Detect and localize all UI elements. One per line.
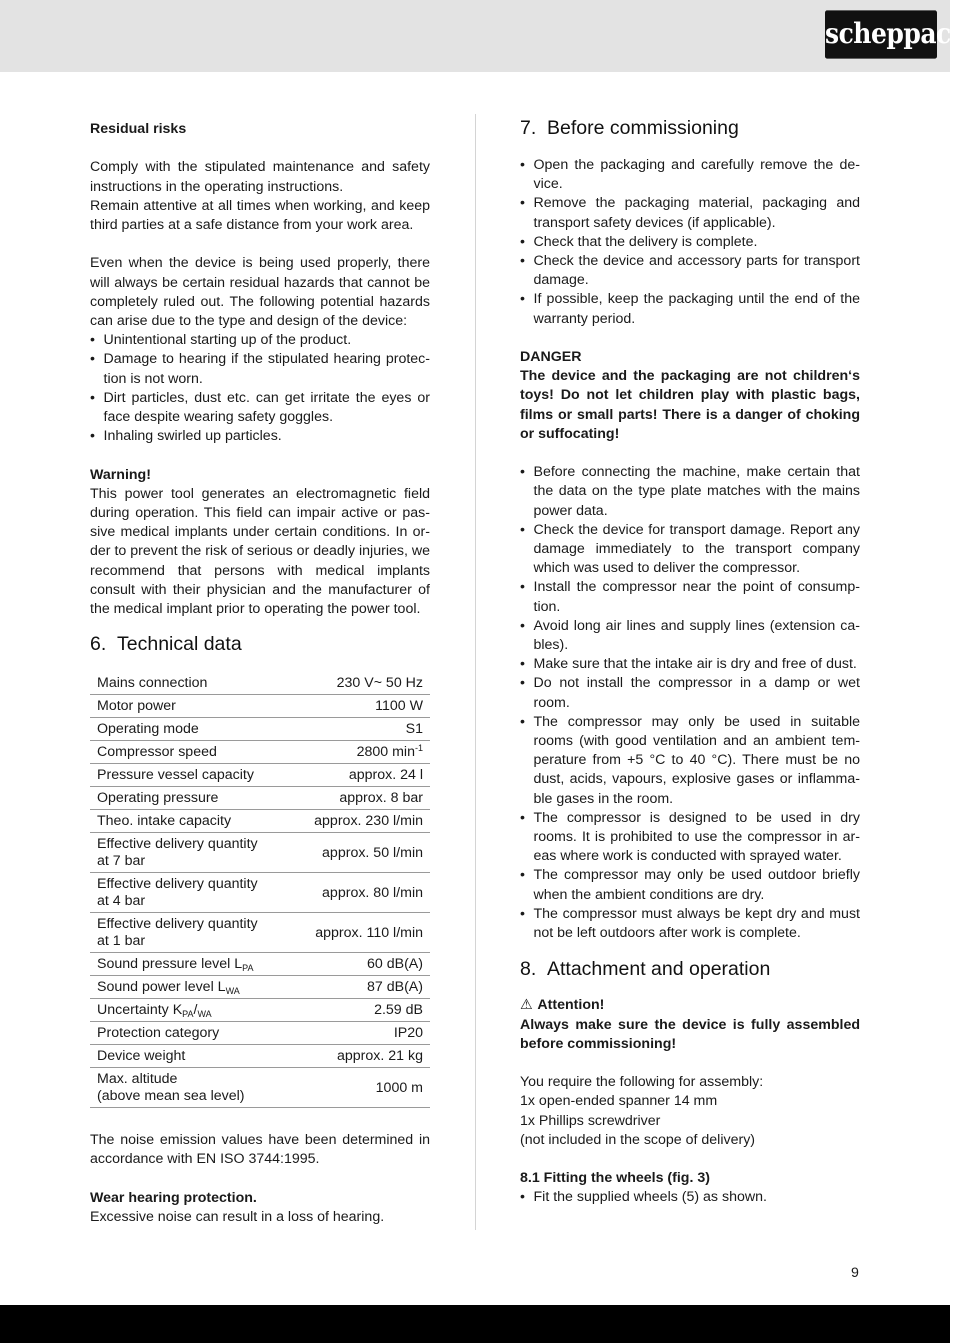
spec-label: Operating pressure — [90, 787, 290, 810]
table-row — [90, 953, 430, 976]
commissioning-steps-list — [520, 156, 860, 329]
residual-risks-heading: Residual risks — [90, 121, 187, 137]
list-item: • Dirt particles, dust etc. can get irritate the eyes or face despite wearing safety goggles. — [90, 389, 430, 427]
spec-label: Motor power — [90, 695, 290, 718]
label-slash: / — [193, 1002, 198, 1019]
list-item: • Check that the delivery is complete. — [520, 233, 860, 252]
list-item: • Do not install the compressor in a damp or wet room. — [520, 674, 860, 712]
table-row — [90, 672, 430, 695]
wheels-instructions-list — [520, 1188, 860, 1207]
spec-label — [90, 953, 290, 976]
spec-label — [90, 1068, 290, 1108]
spec-value: 60 dB(A) — [290, 953, 430, 976]
section-6-heading — [90, 632, 430, 656]
assembly-requirement-note: (not included in the scope of delivery) — [520, 1131, 756, 1148]
table-row — [90, 833, 430, 873]
table-row — [90, 695, 430, 718]
section-number: 8. — [520, 958, 537, 981]
table-row — [90, 1045, 430, 1068]
list-item: • Avoid long air lines and supply lines (extension ca-bles). — [520, 617, 860, 655]
residual-paragraph-3: Even when the device is being used properly, there will always be certain residual hazards that cannot be completely ruled out. The following potential hazards can arise due to the type and design of the device: — [90, 255, 430, 329]
attention-text: Always make sure the device is fully assembled before commissioning! — [520, 1016, 860, 1052]
section-8-heading — [520, 957, 860, 981]
section-title: Technical data — [117, 633, 242, 656]
table-row — [90, 718, 430, 741]
danger-text: The device and the packaging are not children‘s toys! Do not let children play with plastic bags, films or small parts! There is a danger of choking or suffocating! — [520, 368, 860, 442]
assembly-requirements-intro: You require the following for assembly: — [520, 1074, 764, 1091]
table-row — [90, 810, 430, 833]
list-item: • The compressor may only be used in suitable rooms (with good ventilation and an ambient tem-perature from +5 °C to 40 °C). There must be no dust, acids, vapours, explosive gases or inflamma-ble gases in the room. — [520, 713, 860, 809]
spec-value: IP20 — [290, 1022, 430, 1045]
list-item: • Make sure that the intake air is dry and free of dust. — [520, 655, 860, 674]
section-7-heading — [520, 116, 860, 140]
spec-value: approx. 21 kg — [290, 1045, 430, 1068]
table-row — [90, 764, 430, 787]
table-row — [90, 976, 430, 999]
label-text: Sound pressure level L — [97, 956, 243, 973]
spec-label — [90, 999, 290, 1022]
hazard-list — [90, 331, 430, 446]
value-text: 2800 min — [356, 744, 415, 761]
list-item: • The compressor must always be kept dry and must not be left outdoors after work is complete. — [520, 905, 860, 943]
spec-label — [90, 873, 290, 913]
spec-label: Compressor speed — [90, 741, 290, 764]
label-text: Uncertainty K — [97, 1002, 183, 1019]
label-line: Effective delivery quantity — [97, 836, 258, 853]
list-item: • Inhaling swirled up particles. — [90, 427, 430, 446]
table-row — [90, 741, 430, 764]
danger-heading: DANGER — [520, 349, 582, 366]
list-item: • The compressor is designed to be used in dry rooms. It is prohibited to use the compressor in ar-eas where work is conducted with sprayed water. — [520, 809, 860, 867]
left-column — [90, 119, 430, 1227]
section-title: Before commissioning — [547, 117, 739, 139]
spec-label — [90, 833, 290, 873]
list-item: • Check the device and accessory parts for transport damage. — [520, 252, 860, 290]
spec-value: approx. 230 l/min — [290, 810, 430, 833]
spec-value: 2.59 dB — [290, 999, 430, 1022]
residual-paragraph-1: Comply with the stipulated maintenance and safety instructions in the operating instructions. — [90, 159, 430, 195]
label-line: at 1 bar — [97, 933, 146, 950]
spec-value: 230 V~ 50 Hz — [290, 672, 430, 695]
value-superscript: -1 — [414, 743, 423, 754]
page-number: 9 — [851, 1265, 859, 1281]
table-row — [90, 873, 430, 913]
header-bar — [0, 0, 968, 72]
attention-heading — [520, 996, 860, 1015]
assembly-requirement: 1x Phillips screwdriver — [520, 1112, 661, 1129]
list-item: • Damage to hearing if the stipulated hearing protec-tion is not worn. — [90, 350, 430, 388]
spec-label: Operating mode — [90, 718, 290, 741]
warning-triangle-icon: ⚠ — [520, 997, 533, 1014]
spec-label: Device weight — [90, 1045, 290, 1068]
table-row — [90, 999, 430, 1022]
spec-label: Theo. intake capacity — [90, 810, 290, 833]
section-number: 7. — [520, 117, 537, 139]
table-row — [90, 1068, 430, 1108]
list-item: • Fit the supplied wheels (5) as shown. — [520, 1188, 860, 1207]
table-row — [90, 1022, 430, 1045]
hearing-protection-heading: Wear hearing protection. — [90, 1189, 257, 1206]
spec-value: approx. 8 bar — [290, 787, 430, 810]
subsection-8-1-heading: 8.1 Fitting the wheels (fig. 3) — [520, 1170, 710, 1187]
label-line: Effective delivery quantity — [97, 876, 258, 893]
label-line: at 7 bar — [97, 853, 146, 870]
label-line: at 4 bar — [97, 893, 146, 910]
spec-value: approx. 110 l/min — [290, 913, 430, 953]
section-title: Attachment and operation — [547, 958, 771, 981]
spec-value: approx. 50 l/min — [290, 833, 430, 873]
list-item: • The compressor may only be used outdoor briefly when the ambient conditions are dry. — [520, 866, 860, 904]
list-item: • Check the device for transport damage. Report any damage immediately to the transport company which was used to deliver the compressor. — [520, 521, 860, 579]
label-subscript: PA — [182, 1009, 194, 1020]
section-number: 6. — [90, 633, 107, 656]
spec-label: Mains connection — [90, 672, 290, 695]
spec-value: 1100 W — [290, 695, 430, 718]
spec-value: approx. 80 l/min — [290, 873, 430, 913]
hearing-protection-text: Excessive noise can result in a loss of hearing. — [90, 1209, 385, 1226]
spec-value — [290, 741, 430, 764]
label-subscript: WA — [197, 1009, 212, 1020]
list-item: • Before connecting the machine, make certain that the data on the type plate matches with the mains power data. — [520, 463, 860, 521]
technical-data-table — [90, 672, 430, 1108]
assembly-requirement: 1x open-ended spanner 14 mm — [520, 1093, 718, 1110]
residual-paragraph-2: Remain attentive at all times when working, and keep third parties at a safe distance from your work area. — [90, 197, 430, 233]
label-line: Max. altitude — [97, 1071, 178, 1088]
label-subscript: WA — [225, 986, 240, 997]
attention-label: Attention! — [537, 997, 605, 1014]
table-row — [90, 787, 430, 810]
warning-text: This power tool generates an electromagnetic field during operation. This field can impair active or pas-sive medical implants under certain conditions. In or-der to prevent the risk of serious or deadly injuries, we recommend that persons with medical implants consult with their physician and the manufacturer of the medical implant prior to operating the power tool. — [90, 485, 430, 618]
label-line: (above mean sea level) — [97, 1088, 245, 1105]
footer-bar — [0, 1305, 950, 1343]
brand-logo: scheppach — [825, 10, 937, 58]
spec-label — [90, 976, 290, 999]
right-column — [520, 119, 860, 1208]
list-item: • Remove the packaging material, packaging and transport safety devices (if applicable). — [520, 194, 860, 232]
spec-value: 1000 m — [290, 1068, 430, 1108]
label-subscript: PA — [242, 963, 254, 974]
installation-checks-list — [520, 463, 860, 943]
list-item: • Install the compressor near the point of consump-tion. — [520, 578, 860, 616]
spec-label — [90, 913, 290, 953]
list-item: • Open the packaging and carefully remove the de-vice. — [520, 156, 860, 194]
list-item: • Unintentional starting up of the product. — [90, 331, 430, 350]
spec-label: Pressure vessel capacity — [90, 764, 290, 787]
label-line: Effective delivery quantity — [97, 916, 258, 933]
warning-heading: Warning! — [90, 466, 151, 483]
noise-emission-text: The noise emission values have been determined in accordance with EN ISO 3744:1995. — [90, 1132, 430, 1168]
spec-value: approx. 24 l — [290, 764, 430, 787]
spec-value: 87 dB(A) — [290, 976, 430, 999]
table-row — [90, 913, 430, 953]
spec-label: Protection category — [90, 1022, 290, 1045]
label-text: Sound power level L — [97, 979, 226, 996]
spec-value: S1 — [290, 718, 430, 741]
list-item: • If possible, keep the packaging until the end of the warranty period. — [520, 290, 860, 328]
column-divider — [475, 114, 476, 1230]
